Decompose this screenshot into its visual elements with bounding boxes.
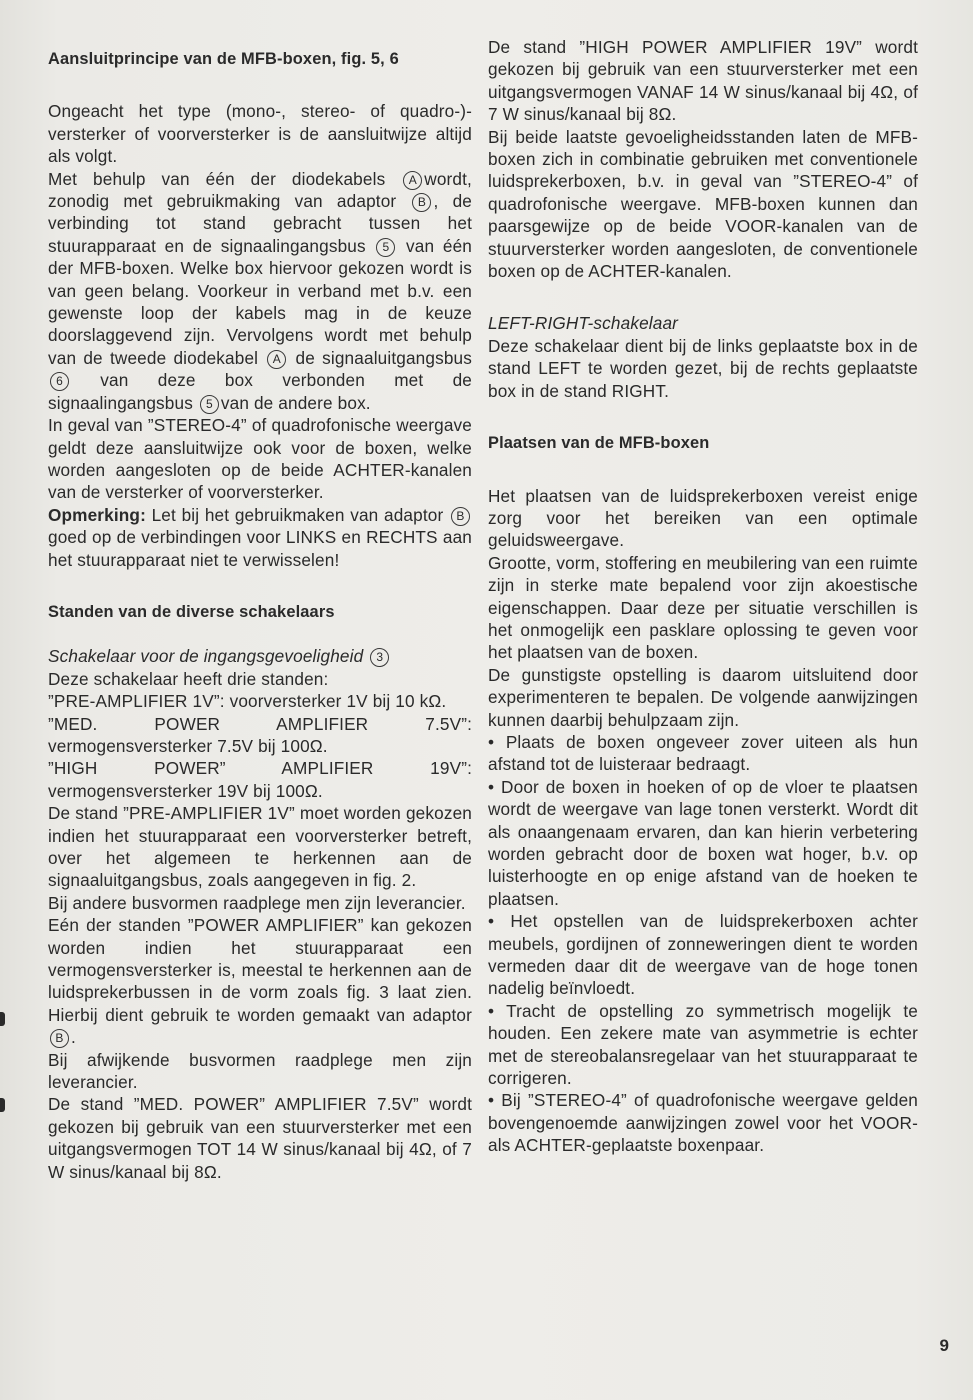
circled-label-a: A	[403, 171, 422, 190]
circled-label-a: A	[267, 350, 286, 369]
page-number: 9	[939, 1336, 949, 1355]
paragraph: Deze schakelaar heeft drie standen:	[48, 668, 329, 689]
circled-label-b: B	[451, 507, 470, 526]
section-heading-connection: Aansluitprincipe van de MFB-boxen, fig. 5, 6	[48, 50, 399, 68]
paragraph-power-amp	[48, 914, 472, 1048]
binding-mark	[0, 1098, 5, 1112]
paragraph: ”HIGH POWER” AMPLIFIER 19V”: vermogensversterker 19V bij 100Ω.	[48, 758, 472, 801]
paragraph: Grootte, vorm, stoffering en meubilering van een ruimte zijn in sterke mate bepalend voor zijn akoestische eigenschappen. Daar deze per situatie verschillen is het onmogelijk een pasklare oplossing te geven voor het plaatsen van de boxen.	[488, 552, 918, 663]
circled-label-b: B	[50, 1029, 69, 1048]
circled-label-5: 5	[376, 238, 395, 257]
text: , de verbinding tot stand gebracht tussen het stuurapparaat en de signaalingangsbus	[48, 191, 472, 256]
text: de signaaluitgangsbus	[295, 347, 472, 368]
binding-mark	[0, 1012, 5, 1026]
bullet-item: • Plaats de boxen ongeveer zover uiteen als hun afstand tot de luisteraar bedraagt.	[488, 731, 918, 775]
left-column	[48, 48, 472, 1183]
circled-label-6: 6	[50, 372, 69, 391]
text: van de andere box.	[220, 392, 371, 413]
text: van deze box verbonden met de signaalingangsbus	[48, 370, 472, 413]
paragraph: De stand ”HIGH POWER AMPLIFIER 19V” wordt gekozen bij gebruik van een stuurversterker met een uitgangsvermogen VANAF 14 W sinus/kanaal bij 4Ω, of 7 W sinus/kanaal bij 8Ω.	[488, 37, 918, 125]
paragraph: De stand ”PRE-AMPLIFIER 1V” moet worden gekozen indien het stuurapparaat een voorversterker betreft, over het algemeen te herkennen aan de signaaluitgangsbus, zoals aangegeven in fig. 2.	[48, 803, 472, 891]
circled-label-5: 5	[200, 395, 219, 414]
right-column	[488, 36, 918, 1157]
bullet-item: • Het opstellen van de luidsprekerboxen achter meubels, gordijnen of zonneweringen dient te worden vermeden daar dit de weergave van de hoge tonen nadelig beïnvloedt.	[488, 911, 918, 999]
text: Met behulp van één der diodekabels	[48, 168, 386, 189]
note-label: Opmerking:	[48, 504, 146, 525]
bullet-item: • Door de boxen in hoeken of op de vloer te plaatsen wordt de weergave van lage tonen versterkt. Wordt dit als onaangenaam ervaren, dan kan hierin verbetering worden gebracht door de boxen wat hoger, b.v. op luisterhoogte en op enige afstand van de hoeken te plaatsen.	[488, 776, 918, 909]
paragraph: De stand ”MED. POWER” AMPLIFIER 7.5V” wordt gekozen bij gebruik van een stuurversterker met een uitgangsvermogen TOT 14 W sinus/kanaal bij 4Ω, of 7 W sinus/kanaal bij 8Ω.	[48, 1094, 472, 1182]
circled-label-b: B	[412, 193, 431, 212]
subheading-sensitivity	[48, 645, 472, 667]
paragraph-connection	[48, 168, 472, 414]
paragraph: Deze schakelaar dient bij de links geplaatste box in de stand LEFT te worden gezet, bij de rechts geplaatste box in de stand RIGHT.	[488, 335, 918, 401]
text: Let bij het gebruikmaken van adaptor	[151, 504, 444, 525]
text: .	[71, 1027, 76, 1048]
subheading-left-right: LEFT-RIGHT-schakelaar	[488, 313, 679, 334]
paragraph: De gunstigste opstelling is daarom uitsluitend door experimenteren te bepalen. De volgende aanwijzingen kunnen daarbij behulpzaam zijn.	[488, 664, 918, 730]
paragraph: Het plaatsen van de luidsprekerboxen vereist enige zorg voor het bereiken van een optimale geluidsweergave.	[488, 485, 918, 551]
section-heading-switches: Standen van de diverse schakelaars	[48, 602, 335, 621]
text: Eén der standen ”POWER AMPLIFIER” kan gekozen worden indien het stuurapparaat een vermogensversterker is, meestal te herkennen aan de luidsprekerbussen in de vorm zoals fig. 3 laat zien. Hierbij dient gebruik te worden gemaakt van adaptor	[48, 915, 472, 1025]
text: wordt, zonodig met gebruikmaking van adaptor	[48, 168, 472, 212]
circled-label-3: 3	[370, 648, 389, 667]
paragraph: Bij beide laatste gevoeligheidsstanden laten de MFB-boxen zich in combinatie gebruiken met conventionele luidsprekerboxen, b.v. in geval van ”STEREO-4” of quadrofonische weergave. MFB-boxen kunnen dan paarsgewijze op de beide VOOR-kanalen van de stuurversterker worden aangesloten, de conventionele boxen op de ACHTER-kanalen.	[488, 126, 918, 282]
subheading-text: Schakelaar voor de ingangsgevoeligheid	[48, 646, 364, 667]
paragraph: In geval van ”STEREO-4” of quadrofonische weergave geldt deze aansluitwijze ook voor de boxen, welke worden aangesloten op de beide ACHTER-kanalen van de versterker of voorversterker.	[48, 415, 472, 503]
paragraph: Bij afwijkende busvormen raadplege men zijn leverancier.	[48, 1049, 472, 1093]
paragraph: ”PRE-AMPLIFIER 1V”: voorversterker 1V bij 10 kΩ.	[48, 691, 447, 712]
paragraph: ”MED. POWER AMPLIFIER 7.5V”: vermogensversterker 7.5V bij 100Ω.	[48, 713, 472, 756]
paragraph: Bij andere busvormen raadplege men zijn leverancier.	[48, 892, 466, 913]
text: goed op de verbindingen voor LINKS en RECHTS aan het stuurapparaat niet te verwisselen!	[48, 527, 472, 570]
bullet-item: • Bij ”STEREO-4” of quadrofonische weergave gelden bovengenoemde aanwijzingen zowel voor het VOOR- als ACHTER-geplaatste boxenpaar.	[488, 1090, 918, 1156]
section-heading-placement: Plaatsen van de MFB-boxen	[488, 434, 710, 453]
note-paragraph	[48, 504, 472, 571]
paragraph: Ongeacht het type (mono-, stereo- of quadro-)-versterker of voorversterker is de aansluitwijze altijd als volgt.	[48, 101, 472, 167]
text: van één der MFB-boxen. Welke box hiervoor gekozen wordt is van geen belang. Voorkeur in verband met b.v. een gewenste loop der kabels mag in de keuze doorslaggevend zijn. Vervolgens wordt met behulp van de tweede diodekabel	[48, 235, 472, 368]
bullet-item: • Tracht de opstelling zo symmetrisch mogelijk te houden. Een zekere mate van asymmetrie is echter met de stereobalansregelaar van het stuurapparaat te corrigeren.	[488, 1000, 918, 1089]
